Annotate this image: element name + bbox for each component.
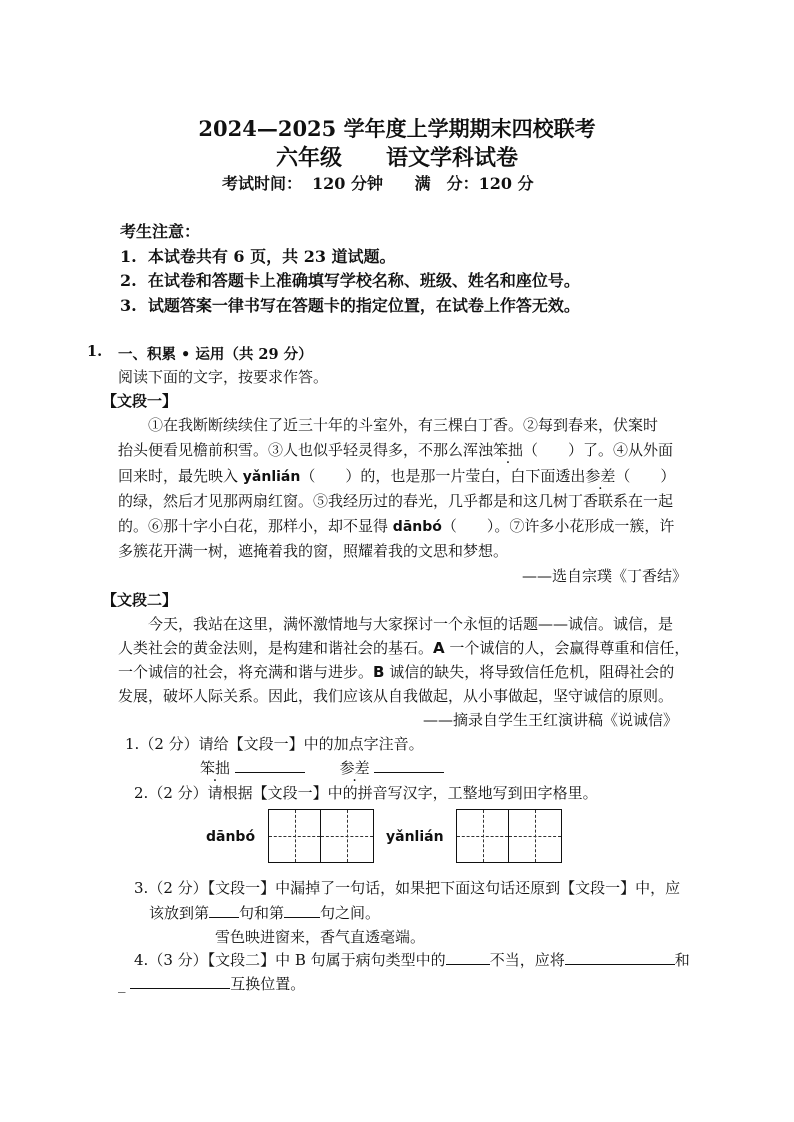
passage2-label: 【文段二】 — [102, 591, 178, 609]
question-text: _ — [118, 975, 126, 993]
section-heading: 一、积累 • 运用（共 29 分） — [118, 346, 313, 363]
marker-a: A — [433, 639, 445, 657]
passage1-text: （ ）。⑦许多小花形成一簇，许 — [441, 517, 675, 535]
grid-label-yanlian: yǎnlián — [386, 829, 444, 845]
question-4 — [134, 949, 690, 970]
passage1-line — [118, 439, 673, 460]
question-score: （3 分） — [148, 951, 208, 969]
passage1-text: 的。⑥那十字小白花，那样小，却不显得 — [118, 517, 389, 535]
dotted-word: 参差 — [339, 759, 370, 777]
passage1-line: 多簇花开满一树，遮掩着我的窗，照耀着我的文思和梦想。 — [118, 542, 509, 560]
tianzige-grid-danbo[interactable] — [268, 809, 374, 863]
dotted-word: 笨拙 — [493, 441, 524, 459]
passage2-line: 发展，破坏人际关系。因此，我们应该从自我做起，从小事做起，坚守诚信的原则。 — [118, 687, 674, 705]
marker-b: B — [373, 663, 385, 681]
question-1 — [125, 733, 424, 754]
answer-blank-error-type[interactable] — [446, 949, 490, 965]
tianzige-cell[interactable] — [269, 810, 321, 862]
question-3-quote: 雪色映进窗来，香气直透毫端。 — [215, 928, 426, 946]
passage2-source: ——摘录自学生王红演讲稿《说诚信》 — [423, 711, 679, 729]
notice-item — [120, 244, 396, 267]
question-text: 互换位置。 — [230, 975, 306, 993]
notice-item — [120, 268, 580, 291]
passage2-text: 人类社会的黄金法则，是构建和谐社会的基石。 — [118, 639, 434, 657]
passage1-label: 【文段一】 — [102, 392, 178, 410]
passage1-text: 抬头便看见檐前积雪。③人也似乎轻灵得多，不那么浑浊 — [118, 441, 494, 459]
notice-item-num: 1. — [120, 247, 137, 266]
exam-time-label: 考试时间： — [222, 174, 303, 193]
score-label: 满 分： — [414, 174, 479, 193]
question-text: 请根据【文段一】中的拼音写汉字，工整地写到田字格里。 — [207, 784, 598, 802]
passage1-line: 的绿，然后才见那两扇红窗。⑤我经历过的春光，几乎都是和这几树丁香联系在一起 — [118, 492, 674, 510]
passage2-line: 今天，我站在这里，满怀激情地与大家探讨一个永恒的话题——诚信。诚信，是 — [148, 615, 674, 633]
exam-title: 2024—2025 学年度上学期期末四校联考 — [198, 116, 596, 141]
question-3-line2 — [149, 902, 380, 923]
passage1-text: 回来时，最先映入 — [118, 467, 239, 485]
question-text: 该放到第 — [149, 904, 210, 922]
tianzige-cell[interactable] — [321, 810, 373, 862]
passage2-line — [118, 661, 674, 682]
exam-time-value: 120 分钟 — [312, 174, 383, 193]
question-num: 3. — [134, 879, 149, 897]
passage2-text: 诚信的缺失，将导致信任危机，阻碍社会的 — [384, 663, 675, 681]
answer-blank-cenci[interactable] — [374, 757, 444, 773]
passage1-text: （ ）的，也是那一片莹白，白下面透出 — [300, 467, 586, 485]
tianzige-grid-yanlian[interactable] — [456, 809, 562, 863]
notice-item-num: 3. — [120, 296, 137, 315]
passage1-line: ①在我断断续续住了近三十年的斗室外，有三棵白丁香。②每到春来，伏案时 — [148, 416, 659, 434]
section-instruction: 阅读下面的文字，按要求作答。 — [118, 368, 329, 386]
grid-label-danbo: dānbó — [206, 829, 256, 845]
passage1-source: ——选自宗璞《丁香结》 — [522, 567, 688, 585]
notice-item-text: 试题答案一律书写在答题卡的指定位置，在试卷上作答无效。 — [147, 296, 580, 315]
answer-blank-benzhuo[interactable] — [235, 757, 305, 773]
question-text: 【文段一】中漏掉了一句话，如果把下面这句话还原到【文段一】中，应 — [207, 879, 681, 897]
pinyin-yanlian: yǎnlián — [242, 469, 301, 485]
notice-item-text: 本试卷共有 6 页，共 23 道试题。 — [147, 247, 396, 266]
question-text: 不当，应将 — [489, 951, 565, 969]
answer-blank-sentence-b[interactable] — [284, 902, 320, 918]
exam-subtitle: 六年级 语文学科试卷 — [275, 145, 518, 171]
score-value: 120 分 — [478, 174, 534, 193]
dotted-word: 笨拙 — [200, 759, 231, 777]
passage2-text: 一个诚信的人，会赢得尊重和信任， — [444, 639, 690, 657]
tianzige-cell[interactable] — [457, 810, 509, 862]
notice-item — [120, 293, 580, 316]
answer-blank-swap-a[interactable] — [565, 949, 675, 965]
dotted-word: 参差 — [585, 467, 616, 485]
notice-heading: 考生注意： — [120, 222, 201, 241]
passage1-text: （ ） — [615, 467, 676, 485]
exam-time — [222, 171, 534, 194]
answer-blank-swap-b[interactable] — [130, 973, 230, 989]
question-4-line2 — [118, 973, 305, 994]
question-3 — [134, 877, 680, 898]
pinyin-danbo: dānbó — [392, 519, 442, 535]
question-text: 请给【文段一】中的加点字注音。 — [198, 735, 424, 753]
question-text: 和 — [674, 951, 690, 969]
question-num: 1. — [125, 735, 140, 753]
tianzige-cell[interactable] — [509, 810, 561, 862]
question-text: 句和第 — [239, 904, 285, 922]
section-number: 1. — [87, 343, 103, 360]
question-score: （2 分） — [148, 784, 208, 802]
question-text: 句之间。 — [320, 904, 381, 922]
question-1-answer — [200, 757, 444, 778]
passage1-line — [118, 465, 675, 486]
question-score: （2 分） — [148, 879, 208, 897]
question-score: （2 分） — [139, 735, 199, 753]
answer-blank-sentence-a[interactable] — [209, 902, 239, 918]
notice-item-text: 在试卷和答题卡上准确填写学校名称、班级、姓名和座位号。 — [147, 271, 580, 290]
question-num: 4. — [134, 951, 149, 969]
question-text: 【文段二】中 B 句属于病句类型中的 — [207, 951, 446, 969]
passage1-line — [118, 515, 674, 536]
passage1-text: （ ）了。④从外面 — [523, 441, 674, 459]
passage2-line — [118, 637, 689, 658]
passage2-text: 一个诚信的社会，将充满和谐与进步。 — [118, 663, 374, 681]
question-2 — [134, 782, 598, 803]
notice-item-num: 2. — [120, 271, 137, 290]
question-num: 2. — [134, 784, 149, 802]
